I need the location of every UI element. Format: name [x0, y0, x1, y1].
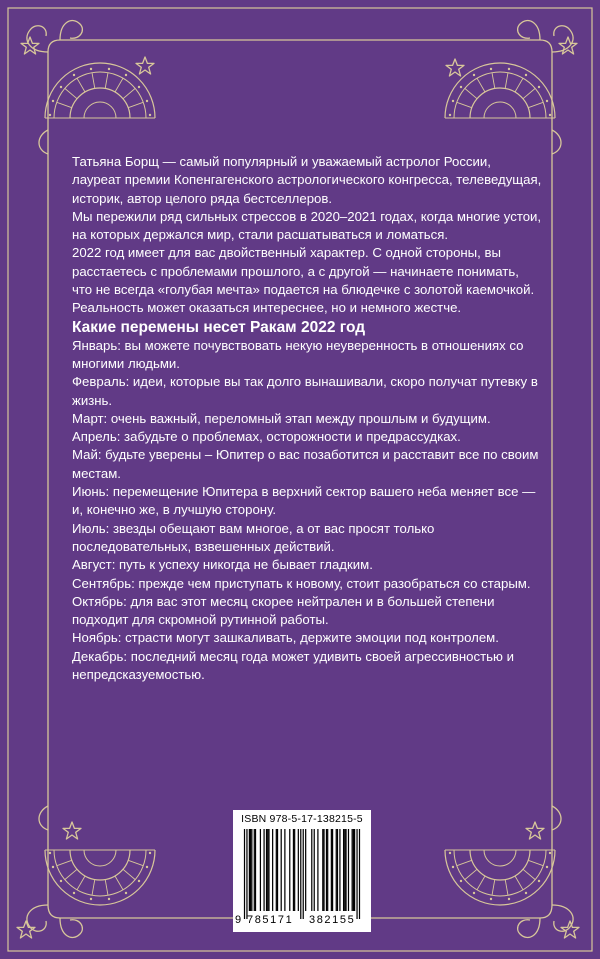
back-cover-text [72, 153, 542, 684]
barcode-bar [263, 829, 264, 911]
month-item: Февраль: идеи, которые вы так долго вынашивали, скоро получат путевку в жизнь. [72, 374, 538, 408]
barcode-bar [359, 829, 360, 919]
barcode-bar [337, 829, 338, 911]
barcode-bar [345, 829, 346, 911]
month-item: Октябрь: для вас этот месяц скорее нейтрален и в большей степени подходит для скромной рутинной работы. [72, 593, 495, 628]
intro-paragraph-year: 2022 год имеет для вас двойственный характер. С одной стороны, вы расстаетесь с проблемами прошлого, а с другой — начинаете понимать, что не всегда «голубая мечта» подается на блюдечке с золотой каемочкой. Реальность может оказаться интереснее, но и немного жестче. [72, 245, 535, 316]
section-heading: Какие перемены несет Ракам 2022 год [72, 318, 366, 336]
barcode-bar [332, 829, 333, 911]
barcode-bar [284, 829, 285, 911]
barcode-bar [352, 829, 353, 911]
barcode-bar [322, 829, 323, 911]
barcode-bar [331, 829, 332, 911]
barcode-bar [327, 829, 328, 911]
intro-section [72, 153, 542, 318]
barcode-bar [298, 829, 299, 911]
isbn-label: ISBN 978-5-17-138215-5 [241, 813, 363, 825]
barcode-bar [303, 829, 304, 919]
month-item: Май: будьте уверены – Юпитер о вас позаботится и расставит все по своим местам. [72, 447, 539, 481]
barcode-bar [323, 829, 324, 911]
isbn-barcode [233, 810, 371, 932]
month-item: Март: очень важный, переломный этап между прошлым и будущим. [72, 410, 491, 426]
barcode-bars [239, 829, 365, 921]
barcode-bar [268, 829, 269, 911]
barcode-bar [250, 829, 251, 911]
month-item: Июнь: перемещение Юпитера в верхний сектор вашего неба меняет все — и, конечно же, в лучшую сторону. [72, 484, 536, 518]
month-item: Сентябрь: прежде чем приступать к новому, стоит разобраться со старым. [72, 575, 531, 591]
barcode-bar [246, 829, 247, 919]
barcode-bar [300, 829, 301, 919]
barcode-bar [353, 829, 354, 911]
barcode-bar [289, 829, 290, 911]
barcode-bar [272, 829, 273, 911]
barcode-bar [260, 829, 261, 911]
intro-paragraph-stress: Мы пережили ряд сильных стрессов в 2020–2021 годах, когда многие устои, на которых держался мир, стали расшатываться и ломаться. [72, 208, 542, 243]
barcode-bar [281, 829, 282, 911]
month-item: Январь: вы можете почувствовать некую неуверенность в отношениях со многими людьми. [72, 337, 524, 371]
barcode-bar [254, 829, 255, 911]
barcode-bar [255, 829, 256, 911]
barcode-bar [266, 829, 267, 911]
month-item: Апрель: забудьте о проблемах, осторожности и предрассудках. [72, 429, 461, 445]
barcode-bar [249, 829, 250, 911]
barcode-first-digit: 9 [235, 914, 242, 926]
barcode-bar [354, 829, 355, 911]
barcode-bar [277, 829, 278, 911]
barcode-bar [339, 829, 340, 911]
barcode-bar [343, 829, 344, 911]
barcode-right-digits: 382155 [309, 914, 356, 926]
barcode-bar [293, 829, 294, 911]
barcode-bar [267, 829, 268, 911]
barcode-bar [344, 829, 345, 911]
barcode-bar [326, 829, 327, 911]
barcode-bar [314, 829, 315, 911]
barcode-bar [348, 829, 349, 911]
barcode-bar [317, 829, 318, 911]
barcode-bar [294, 829, 295, 911]
month-forecast-list [72, 337, 542, 685]
barcode-bar [336, 829, 337, 911]
month-item: Июль: звезды обещают вам многое, а от вас просят только последовательных, взвешенных действий. [72, 520, 435, 554]
month-item: Декабрь: последний месяц года может удивить своей агрессивностью и непредсказуемостью. [72, 648, 514, 683]
barcode-bar [311, 829, 312, 911]
barcode-bar [305, 829, 306, 911]
month-item: Август: путь к успеху никогда не бывает гладким. [72, 557, 373, 573]
barcode-left-digits: 785171 [247, 914, 294, 926]
month-item: Ноябрь: страсти могут зашкаливать, держите эмоции под контролем. [72, 630, 499, 646]
barcode-bar [276, 829, 277, 911]
barcode-bar [244, 829, 245, 919]
barcode-bar [251, 829, 252, 911]
barcode-bar [356, 829, 357, 919]
intro-paragraph-author: Татьяна Борщ — самый популярный и уважаемый астролог России, лауреат премии Копенгагенского астрологического конгресса, телеведущая, историк, автор целого ряда бестселлеров. [72, 154, 542, 206]
